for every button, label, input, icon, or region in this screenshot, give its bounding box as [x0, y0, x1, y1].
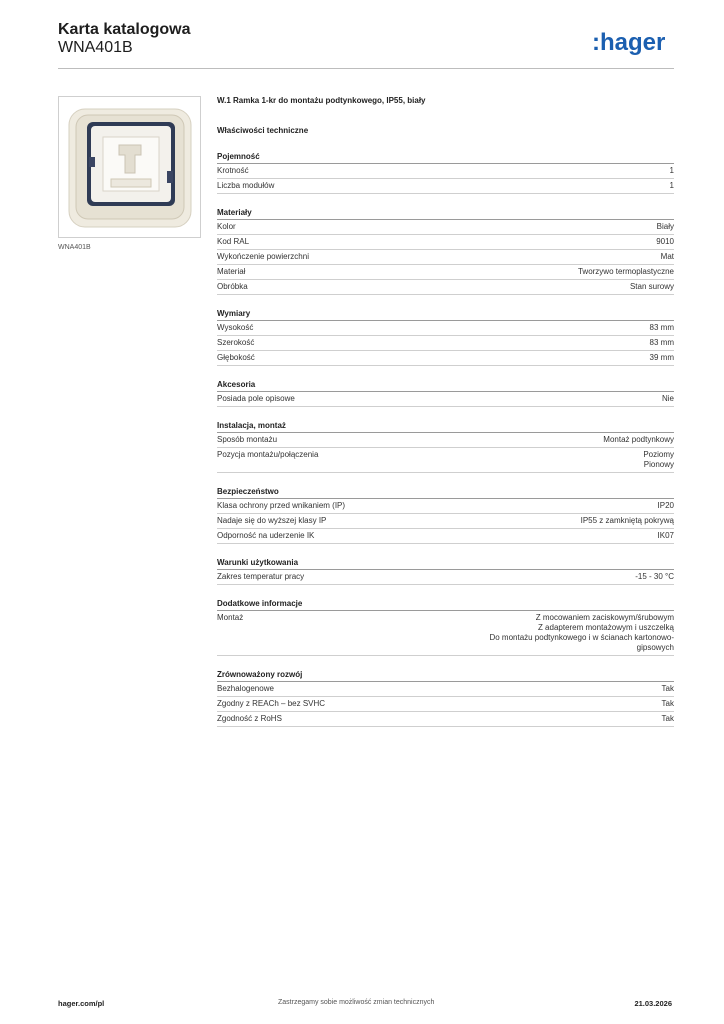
spec-value [650, 353, 674, 363]
spec-value-line: Do montażu podtynkowego i w ścianach kartonowo- [489, 633, 674, 642]
section-title: Dodatkowe informacje [217, 599, 674, 611]
footer-date: 21.03.2026 [634, 999, 672, 1008]
spec-value [635, 572, 674, 582]
spec-value-line: -15 - 30 °C [635, 572, 674, 581]
spec-section [217, 380, 674, 407]
spec-label: Nadaje się do wyższej klasy IP [217, 516, 327, 525]
spec-value-line: 83 mm [649, 338, 674, 347]
spec-section [217, 670, 674, 727]
spec-value [656, 237, 674, 247]
spec-value-line: Poziomy [643, 450, 674, 459]
section-title: Instalacja, montaż [217, 421, 674, 433]
spec-value-line: 1 [669, 181, 674, 190]
spec-label: Materiał [217, 267, 246, 276]
spec-row [217, 351, 674, 366]
spec-row [217, 321, 674, 336]
spec-value-line: Stan surowy [629, 282, 674, 291]
section-title: Materiały [217, 208, 674, 220]
spec-value [603, 435, 674, 445]
spec-row [217, 712, 674, 727]
spec-value-line: 39 mm [649, 353, 674, 362]
spec-value [670, 166, 674, 176]
spec-value [581, 516, 674, 526]
spec-section [217, 487, 674, 544]
section-title: Wymiary [217, 309, 674, 321]
spec-value [489, 613, 674, 653]
spec-value-line: Montaż podtynkowy [603, 435, 674, 444]
spec-row [217, 448, 674, 473]
logo-text: :hager [592, 29, 666, 56]
spec-value-line: 9010 [656, 237, 674, 246]
spec-value-line: Biały [656, 222, 674, 231]
spec-value [650, 323, 674, 333]
spec-value [662, 699, 674, 709]
spec-value [661, 252, 674, 262]
frame-illustration [59, 97, 200, 237]
spec-value-line: Tak [661, 714, 674, 723]
spec-label: Obróbka [217, 282, 248, 291]
spec-value-line: 1 [669, 166, 674, 175]
spec-value [662, 394, 674, 404]
spec-row [217, 529, 674, 544]
spec-value-line: IP20 [657, 501, 674, 510]
spec-section [217, 208, 674, 295]
spec-value [643, 450, 674, 470]
spec-value-line: gipsowych [636, 643, 674, 652]
spec-value [662, 684, 674, 694]
spec-row [217, 611, 674, 656]
spec-row [217, 514, 674, 529]
spec-value [650, 338, 674, 348]
spec-value-line: Tworzywo termoplastyczne [577, 267, 674, 276]
spec-row [217, 250, 674, 265]
spec-sections [217, 152, 674, 727]
spec-label: Klasa ochrony przed wnikaniem (IP) [217, 501, 346, 510]
spec-value [658, 501, 674, 511]
spec-label: Posiada pole opisowe [217, 394, 295, 403]
spec-label: Wysokość [217, 323, 254, 332]
spec-value-line: Mat [660, 252, 674, 261]
page-title: Karta katalogowa [58, 21, 191, 38]
spec-section [217, 421, 674, 473]
spec-row [217, 220, 674, 235]
image-caption: WNA401B [58, 244, 91, 251]
spec-panel [217, 96, 674, 727]
spec-row [217, 280, 674, 295]
spec-value [630, 282, 674, 292]
spec-row [217, 499, 674, 514]
spec-label: Zakres temperatur pracy [217, 572, 305, 581]
spec-value [670, 181, 674, 191]
spec-label: Pozycja montażu/połączenia [217, 450, 319, 459]
spec-value-line: IP55 z zamkniętą pokrywą [580, 516, 674, 525]
product-image [58, 96, 201, 238]
spec-row [217, 265, 674, 280]
spec-label: Kod RAL [217, 237, 250, 246]
section-title: Warunki użytkowania [217, 558, 674, 570]
spec-label: Głębokość [217, 353, 255, 362]
section-title: Zrównoważony rozwój [217, 670, 674, 682]
spec-label: Liczba modułów [217, 181, 275, 190]
footer-disclaimer: Zastrzegamy sobie możliwość zmian technicznych [278, 999, 435, 1006]
spec-row [217, 570, 674, 585]
header-divider [58, 68, 674, 69]
tech-properties-heading: Właściwości techniczne [217, 126, 309, 135]
footer-website[interactable]: hager.com/pl [58, 999, 105, 1008]
spec-value [578, 267, 674, 277]
spec-value [658, 531, 674, 541]
spec-value-line: Z mocowaniem zaciskowym/śrubowym [535, 613, 674, 622]
spec-label: Zgodność z RoHS [217, 714, 282, 723]
spec-row [217, 682, 674, 697]
product-code: WNA401B [58, 39, 133, 56]
spec-value-line: Z adapterem montażowym i uszczelką [537, 623, 674, 632]
spec-row [217, 697, 674, 712]
section-title: Pojemność [217, 152, 674, 164]
spec-label: Krotność [217, 166, 249, 175]
spec-value [662, 714, 674, 724]
spec-row [217, 179, 674, 194]
spec-label: Montaż [217, 613, 244, 622]
spec-row [217, 433, 674, 448]
spec-value [657, 222, 674, 232]
spec-section [217, 558, 674, 585]
spec-value-line: IK07 [657, 531, 674, 540]
spec-value-line: Tak [661, 699, 674, 708]
spec-section [217, 152, 674, 194]
section-title: Akcesoria [217, 380, 674, 392]
spec-section [217, 309, 674, 366]
spec-value-line: Pionowy [643, 460, 674, 469]
spec-row [217, 336, 674, 351]
spec-value-line: 83 mm [649, 323, 674, 332]
spec-row [217, 164, 674, 179]
hager-logo [592, 28, 674, 58]
spec-value-line: Tak [661, 684, 674, 693]
spec-label: Wykończenie powierzchni [217, 252, 309, 261]
product-title: W.1 Ramka 1-kr do montażu podtynkowego, IP55, biały [217, 96, 426, 105]
spec-label: Kolor [217, 222, 236, 231]
spec-row [217, 235, 674, 250]
spec-label: Bezhalogenowe [217, 684, 274, 693]
spec-row [217, 392, 674, 407]
spec-value-line: Nie [661, 394, 674, 403]
spec-label: Zgodny z REACh – bez SVHC [217, 699, 326, 708]
section-title: Bezpieczeństwo [217, 487, 674, 499]
spec-label: Odporność na uderzenie IK [217, 531, 315, 540]
spec-label: Sposób montażu [217, 435, 278, 444]
spec-label: Szerokość [217, 338, 255, 347]
spec-section [217, 599, 674, 656]
